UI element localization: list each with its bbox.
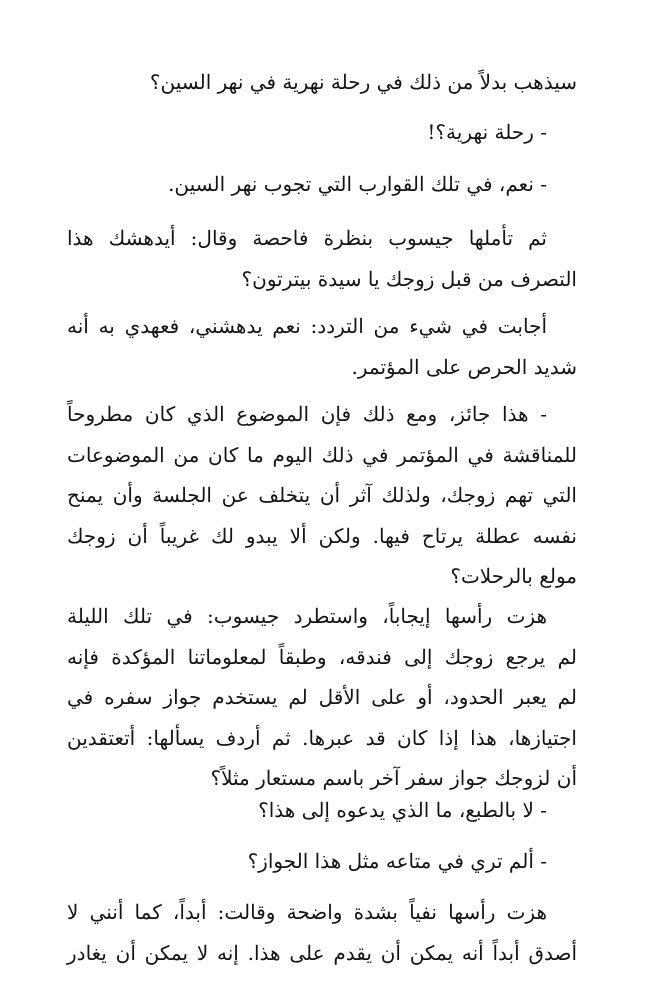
text-line: لم يعبر الحدود، أو على الأقل لم يستخدم جواز سفره في (67, 685, 577, 709)
text-line: اجتيازها، هذا إذا كان قد عبرها. ثم أردف يسألها: أتعتقدين (67, 725, 577, 750)
dialogue-line (67, 112, 577, 153)
text-line: أصدق أبداً أنه يمكن أن يقدم على هذا. إنه لا يمكن أن يغادر (67, 940, 577, 965)
text-line: ثم تأملها جيسوب بنظرة فاحصة وقال: أيدهشك هذا (67, 226, 547, 250)
paragraph (67, 596, 577, 799)
text-line: هزت رأسها إيجاباً، واستطرد جيسوب: في تلك الليلة (67, 604, 547, 628)
text-line: أجابت في شيء من التردد: نعم يدهشني، فعهدي به أنه (67, 314, 547, 338)
paragraph (67, 62, 577, 103)
text-line: أن لزوجك جواز سفر آخر باسم مستعار مثلاً؟ (210, 766, 577, 790)
text-line: - هذا جائز، ومع ذلك فإن الموضوع الذي كان مطروحاً (67, 402, 547, 426)
text-line: - ألم تري في متاعه مثل هذا الجواز؟ (247, 849, 547, 873)
text-line: التي تهم زوجك، ولذلك آثر أن يتخلف عن الجلسة وأن يمنح (67, 483, 577, 507)
text-line: سيذهب بدلاً من ذلك في رحلة نهرية في نهر السين؟ (149, 70, 577, 94)
paragraph (67, 394, 577, 597)
text-line: شديد الحرص على المؤتمر. (351, 354, 577, 379)
dialogue-line (67, 841, 577, 882)
text-line: هزت رأسها نفياً بشدة واضحة وقالت: أبداً، كما أنني لا (67, 900, 547, 924)
paragraph (67, 892, 577, 973)
text-line: التصرف من قبل زوجك يا سيدة بيترتون؟ (241, 266, 577, 291)
paragraph (67, 218, 577, 299)
paragraph (67, 306, 577, 387)
dialogue-line (67, 790, 577, 831)
text-line: مولع بالرحلات؟ (450, 564, 577, 588)
text-line: - نعم، في تلك القوارب التي تجوب نهر السين. (168, 172, 547, 196)
text-line: - رحلة نهرية؟! (427, 120, 547, 144)
dialogue-line (67, 164, 577, 205)
text-line: لم يرجع زوجك إلى فندقه، وطبقاً لمعلوماتنا المؤكدة فإنه (67, 644, 577, 669)
text-line: للمناقشة في المؤتمر في ذلك اليوم ما كان من الموضوعات (67, 442, 577, 467)
text-line: - لا بالطبع، ما الذي يدعوه إلى هذا؟ (258, 798, 547, 822)
text-line: نفسه عطلة يرتاح فيها. ولكن ألا يبدو لك غريباً أن زوجك (67, 523, 577, 548)
